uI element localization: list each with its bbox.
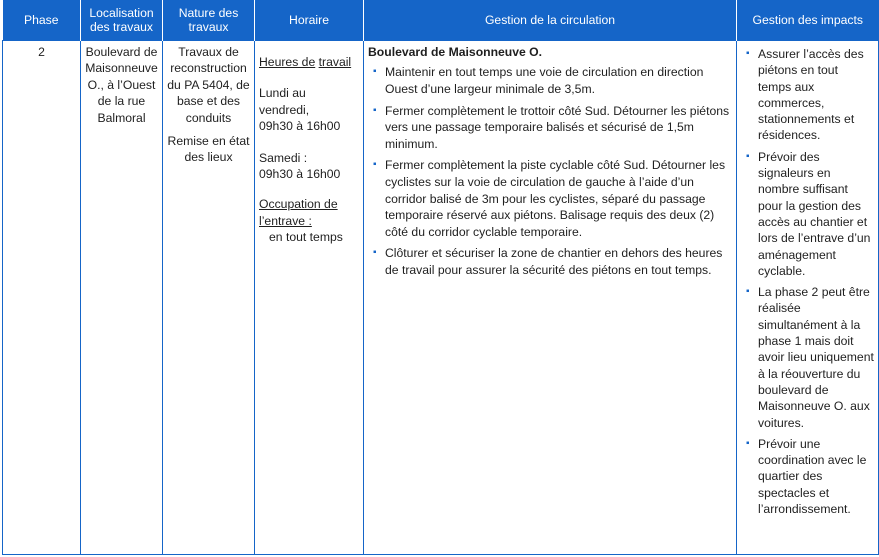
list-item-text: Clôturer et sécuriser la zone de chantier en dehors des heures de travail pour assurer la sécurité des piétons en tout temps. [385,246,723,277]
impacts-list [741,46,874,517]
square-bullet-icon: ▪ [746,150,750,162]
header-horaire: Horaire [255,0,364,41]
square-bullet-icon: ▪ [373,247,377,259]
list-item-text: Prévoir une coordination avec le quartier des spectacles et l’arrondissement. [758,436,867,517]
list-item [741,436,874,517]
nature-text-2: Remise en état des lieux [167,134,250,165]
header-row [3,0,879,41]
header-impacts: Gestion des impacts [737,0,879,41]
square-bullet-icon: ▪ [746,48,750,59]
horaire-samedi-1: Samedi : [259,150,308,165]
cell-nature [163,41,255,555]
list-item-text: Prévoir des signaleurs en nombre suffisant pour la gestion des accès au chantier et lors de l’entrave d’un aménagement cyclable. [758,149,871,278]
impact-table [2,0,879,555]
heures-label-b: travail [318,55,352,69]
list-item-text: La phase 2 peut être réalisée simultanément à la phase 1 mais doit avoir lieu uniquement à la réouverture du boulevard de Maisonneuve O. aux voitures. [758,285,874,430]
list-item [741,46,874,144]
list-item-text: Fermer complètement la piste cyclable côté Sud. Détourner les cyclistes sur la voie de circulation de gauche à l’aide d’un corridor balisé de 3m pour les cyclistes, séparé du passage temporaire réservé aux piétons. Balisage requis des deux (2) côté du corridor cyclable temporaire. [385,158,726,239]
circulation-title: Boulevard de Maisonneuve O. [368,45,543,59]
cell-impacts [737,41,879,555]
horaire-heures-label [259,54,359,70]
cell-circulation [364,41,737,555]
list-item [741,149,874,279]
square-bullet-icon: ▪ [746,437,750,449]
square-bullet-icon: ▪ [373,66,377,78]
header-localisation: Localisation des travaux [81,0,163,41]
list-item [368,245,732,278]
circulation-list [368,64,732,278]
header-nature: Nature des travaux [163,0,255,41]
list-item [368,157,732,240]
cell-phase: 2 [3,41,81,555]
cell-horaire [255,41,364,555]
list-item [741,284,874,431]
header-phase: Phase [3,0,81,41]
nature-text-1: Travaux de reconstruction du PA 5404, de base et des conduits [167,45,250,125]
horaire-en-tout-temps: en tout temps [269,230,343,245]
square-bullet-icon: ▪ [746,286,750,298]
heures-label-a: Heures de [259,55,316,69]
horaire-lundi-1: Lundi au [259,86,306,101]
list-item-text: Maintenir en tout temps une voie de circulation en direction Ouest d’une largeur minimale de 3,5m. [385,65,704,96]
horaire-occupation-2: l’entrave : [259,213,312,228]
horaire-samedi-2: 09h30 à 16h00 [259,167,341,182]
list-item-text: Assurer l’accès des piétons en tout temps aux commerces, stationnements et résidences. [758,47,864,143]
cell-localisation: Boulevard de Maisonneuve O., à l’Ouest de la rue Balmoral [81,41,163,555]
horaire-occupation-1: Occupation de [259,197,338,212]
list-item-text: Fermer complètement le trottoir côté Sud. Détourner les piétons vers une passage temporaire balisés et sécurisé de 1,5m minimum. [385,103,730,151]
header-circulation: Gestion de la circulation [364,0,737,41]
horaire-lundi-2: vendredi, [259,102,310,117]
list-item [368,64,732,97]
horaire-lundi-3: 09h30 à 16h00 [259,119,341,134]
list-item [368,103,732,153]
table-row [3,41,879,555]
square-bullet-icon: ▪ [373,104,377,116]
square-bullet-icon: ▪ [373,159,377,171]
